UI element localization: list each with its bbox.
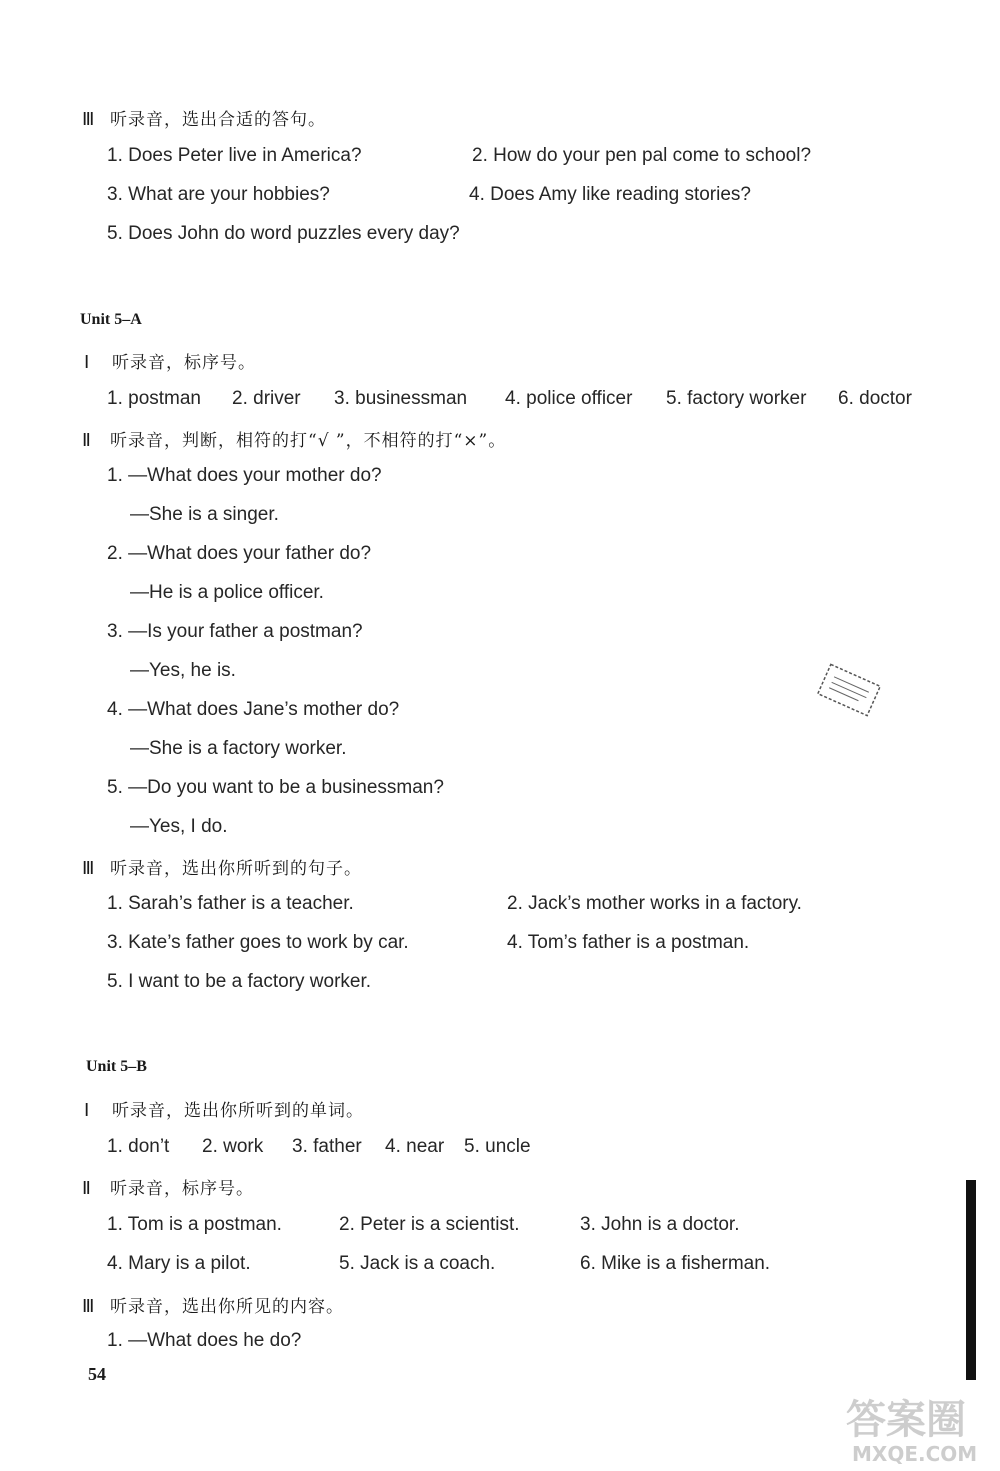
list-item: 6. Mike is a fisherman. bbox=[580, 1253, 771, 1274]
section-number: Ⅰ bbox=[84, 1100, 91, 1120]
section-number: Ⅲ bbox=[82, 109, 96, 129]
section-instruction: 听录音，标序号。 bbox=[110, 1179, 254, 1199]
section-instruction: 听录音，选出合适的答句。 bbox=[110, 110, 326, 130]
unit-title: Unit 5–B bbox=[86, 1058, 147, 1075]
list-item: 4. police officer bbox=[505, 388, 633, 409]
dialogue-line: 5. —Do you want to be a businessman? bbox=[107, 777, 444, 798]
dialogue-line: 1. —What does your mother do? bbox=[107, 465, 382, 486]
list-item: 1. Sarah’s father is a teacher. bbox=[107, 893, 354, 914]
list-item: 4. Does Amy like reading stories? bbox=[469, 184, 751, 205]
list-item: 5. Jack is a coach. bbox=[339, 1253, 496, 1274]
list-item: 2. Peter is a scientist. bbox=[339, 1214, 520, 1235]
section-number: Ⅰ bbox=[84, 352, 91, 372]
list-item: 2. driver bbox=[232, 388, 301, 409]
list-item: 2. How do your pen pal come to school? bbox=[472, 145, 812, 166]
section-number: Ⅱ bbox=[82, 430, 92, 450]
dialogue-line: 1. —What does he do? bbox=[107, 1330, 302, 1351]
section-heading bbox=[84, 348, 256, 373]
dialogue-line: —He is a police officer. bbox=[130, 582, 324, 603]
list-item: 4. Mary is a pilot. bbox=[107, 1253, 251, 1274]
list-item: 5. uncle bbox=[464, 1136, 531, 1157]
dialogue-line: —Yes, I do. bbox=[130, 816, 228, 837]
list-item: 5. Does John do word puzzles every day? bbox=[107, 223, 460, 244]
list-item: 2. work bbox=[202, 1136, 264, 1157]
unit-title: Unit 5–A bbox=[80, 311, 142, 328]
dialogue-line: —She is a factory worker. bbox=[130, 738, 347, 759]
list-item: 3. father bbox=[292, 1136, 362, 1157]
watermark-logo bbox=[842, 1387, 992, 1467]
list-item: 1. Tom is a postman. bbox=[107, 1214, 282, 1235]
list-item: 1. postman bbox=[107, 388, 201, 409]
list-item: 3. Kate’s father goes to work by car. bbox=[107, 932, 409, 953]
dialogue-line: 2. —What does your father do? bbox=[107, 543, 372, 564]
list-item: 1. Does Peter live in America? bbox=[107, 145, 362, 166]
svg-text:答案圈: 答案圈 bbox=[846, 1397, 966, 1443]
section-heading bbox=[82, 105, 326, 130]
section-instruction: 听录音，选出你所听到的句子。 bbox=[110, 859, 362, 879]
list-item: 4. Tom’s father is a postman. bbox=[507, 932, 750, 953]
section-instruction: 听录音，判断，相符的打“√ ”，不相符的打“×”。 bbox=[110, 431, 507, 451]
list-item: 2. Jack’s mother works in a factory. bbox=[507, 893, 802, 914]
list-item: 3. businessman bbox=[334, 388, 468, 409]
section-number: Ⅲ bbox=[82, 858, 96, 878]
dialogue-line: 3. —Is your father a postman? bbox=[107, 621, 363, 642]
section-number: Ⅱ bbox=[82, 1178, 92, 1198]
dialogue-line: 4. —What does Jane’s mother do? bbox=[107, 699, 400, 720]
dialogue-line: —Yes, he is. bbox=[130, 660, 236, 681]
section-heading bbox=[82, 1292, 344, 1317]
svg-text:MXQE.COM: MXQE.COM bbox=[852, 1442, 978, 1466]
list-item: 3. John is a doctor. bbox=[580, 1214, 740, 1235]
section-heading bbox=[84, 1096, 364, 1121]
dialogue-line: —She is a singer. bbox=[130, 504, 279, 525]
list-item: 3. What are your hobbies? bbox=[107, 184, 330, 205]
section-heading bbox=[82, 854, 362, 879]
section-instruction: 听录音，选出你所见的内容。 bbox=[110, 1297, 344, 1317]
list-item: 5. I want to be a factory worker. bbox=[107, 971, 372, 992]
page-edge-shadow bbox=[966, 1180, 976, 1380]
page-number: 54 bbox=[88, 1364, 106, 1384]
section-instruction: 听录音，标序号。 bbox=[112, 353, 256, 373]
section-number: Ⅲ bbox=[82, 1296, 96, 1316]
list-item: 4. near bbox=[385, 1136, 445, 1157]
section-instruction: 听录音，选出你所听到的单词。 bbox=[112, 1101, 364, 1121]
section-heading bbox=[82, 426, 506, 451]
list-item: 5. factory worker bbox=[666, 388, 807, 409]
stamp-icon bbox=[812, 657, 887, 722]
list-item: 6. doctor bbox=[838, 388, 912, 409]
list-item: 1. don’t bbox=[107, 1136, 170, 1157]
section-heading bbox=[82, 1174, 254, 1199]
